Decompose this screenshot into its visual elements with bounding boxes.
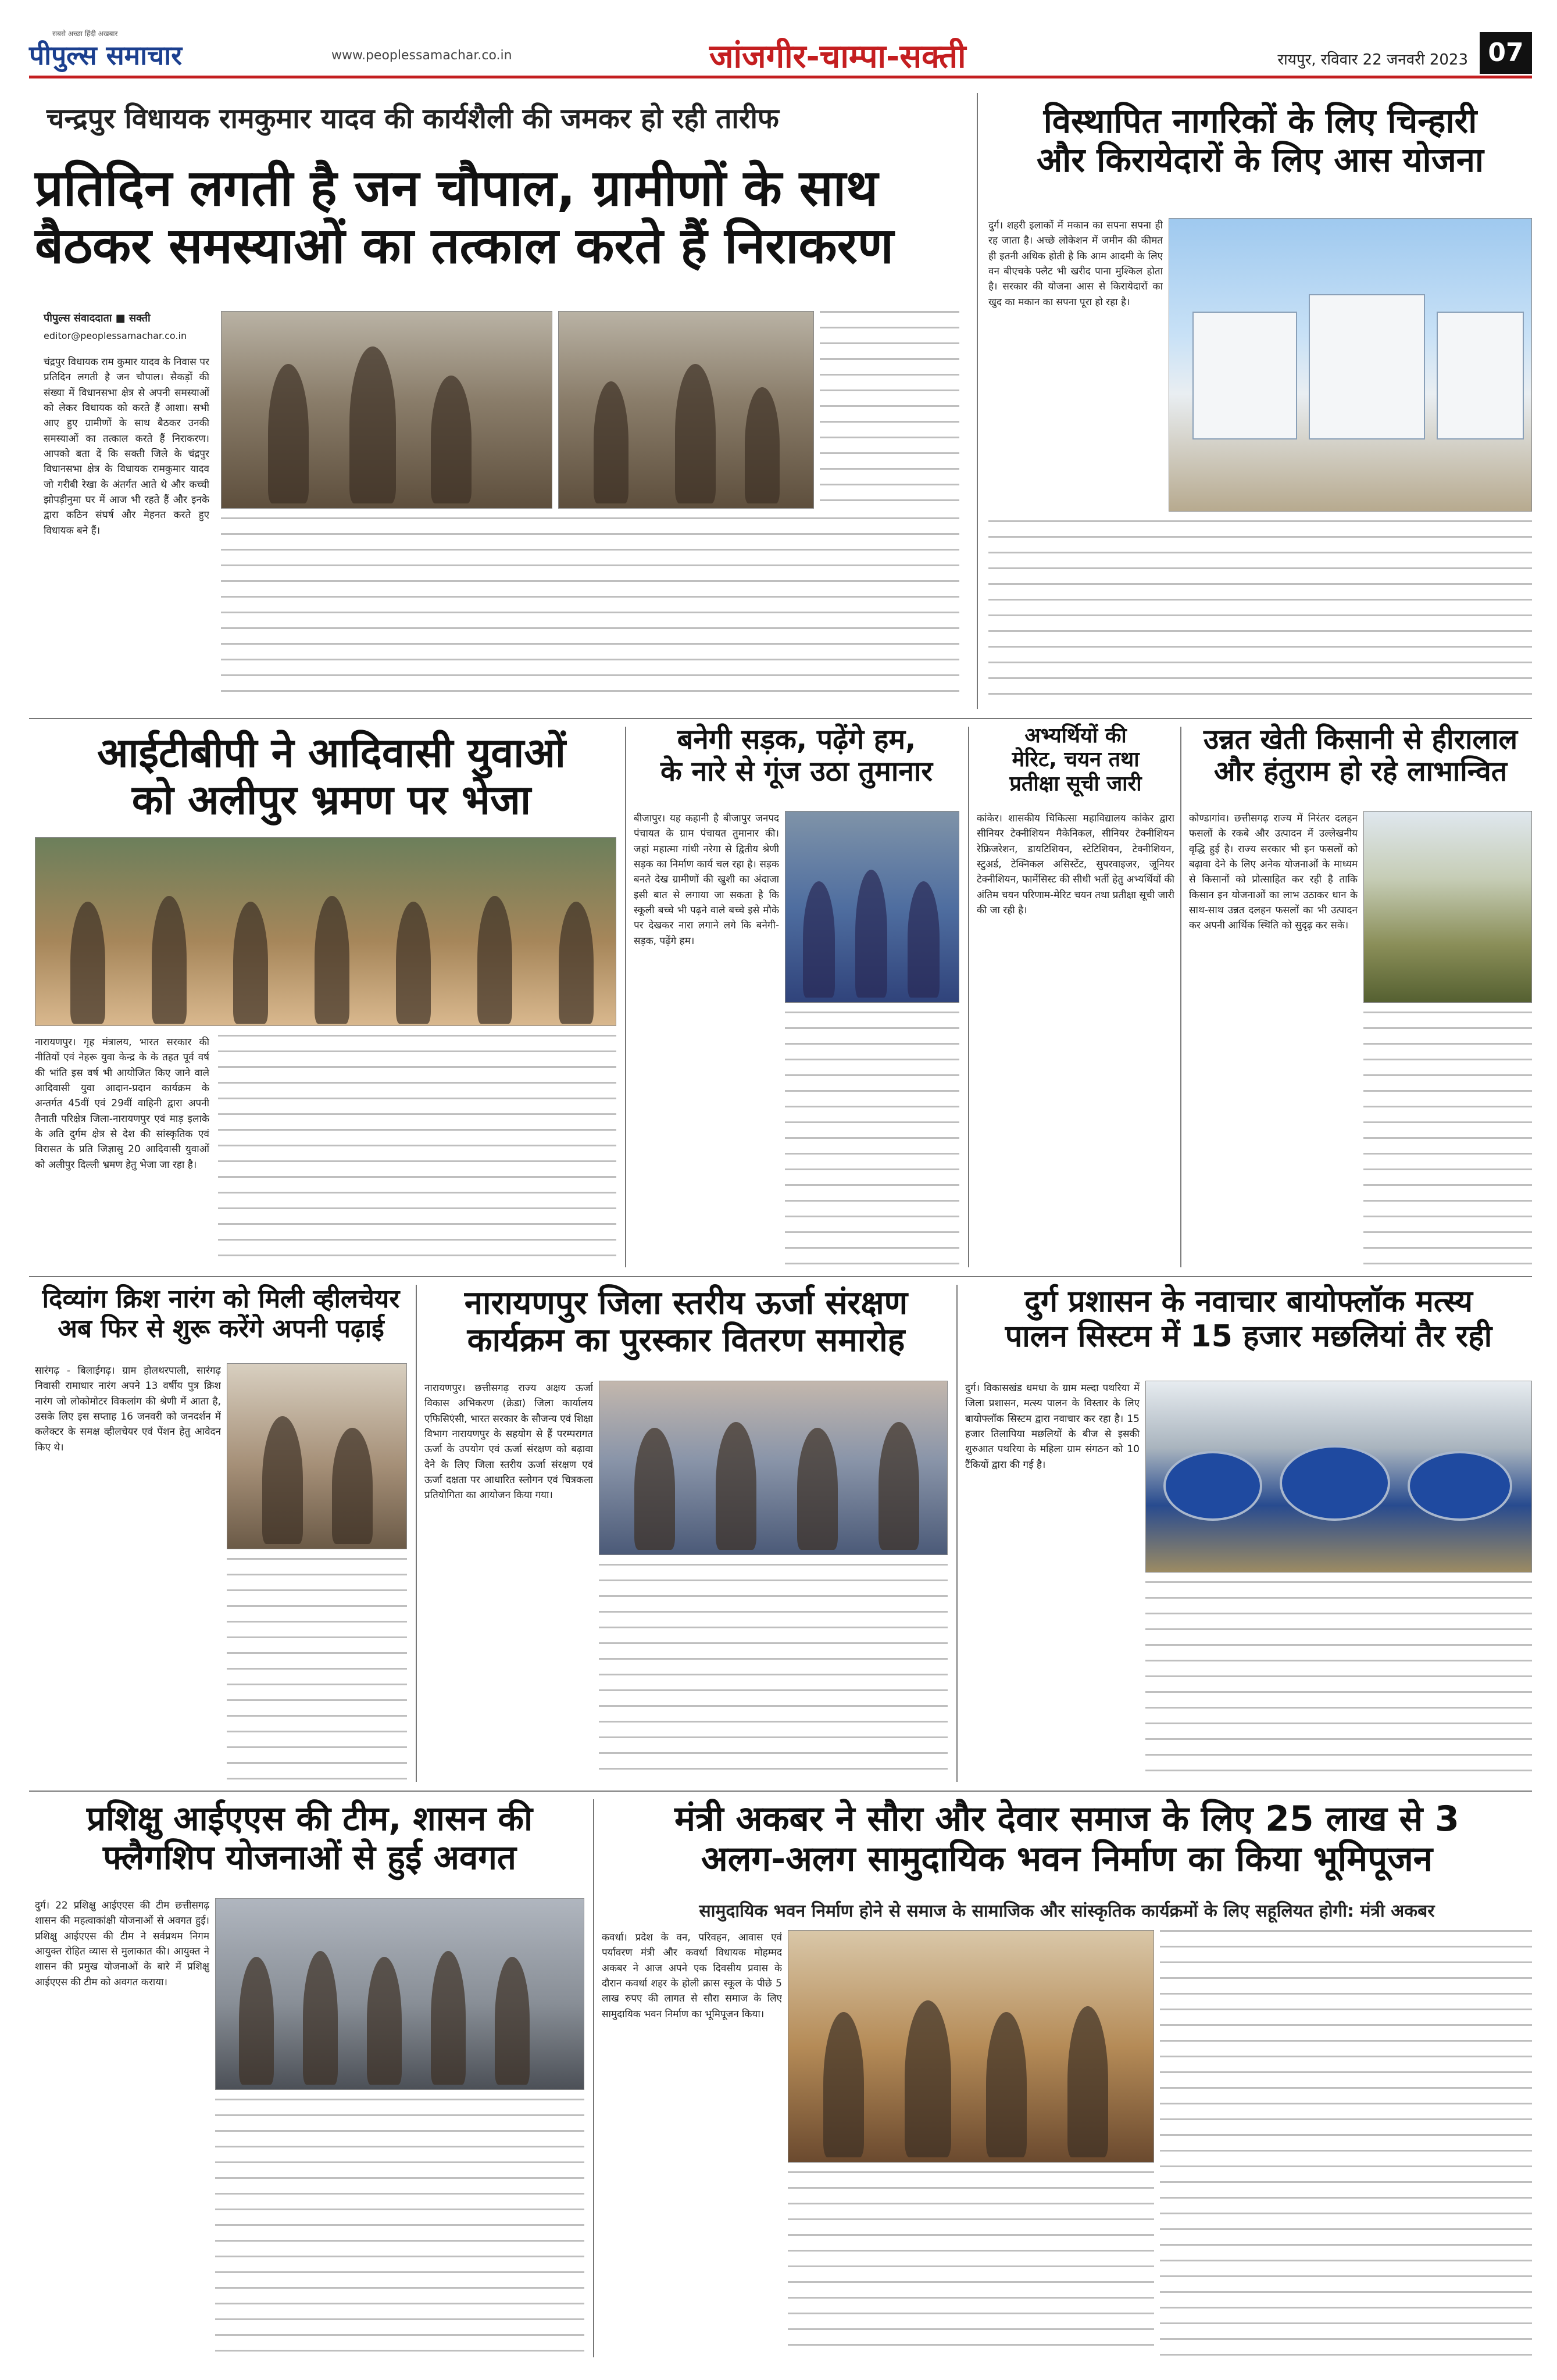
story10-headline[interactable] — [35, 1799, 584, 1877]
newspaper-logo: सबसे अच्छा हिंदी अखबार पीपुल्स समाचार — [29, 30, 183, 71]
story11-body-columns — [1160, 1930, 1532, 2357]
story6-body-columns — [1363, 1012, 1532, 1267]
story2-headline[interactable] — [988, 102, 1532, 179]
story7-photo-wheelchair — [227, 1363, 407, 1549]
story6-headline[interactable] — [1189, 724, 1532, 788]
story8-headline-line2: कार्यक्रम का पुरस्कार वितरण समारोह — [467, 1321, 905, 1360]
story6-headline-line1: उन्नत खेती किसानी से हीरालाल — [1203, 723, 1518, 756]
story10-photo-ias-team — [215, 1898, 584, 2090]
story11-subhead: सामुदायिक भवन निर्माण होने से समाज के सामाजिक और सांस्कृतिक कार्यक्रमों के लिए सहूलियत होगी: मंत्री अकबर — [699, 1901, 1435, 1921]
logo-tagline: सबसे अच्छा हिंदी अखबार — [52, 30, 118, 38]
story1-headline-line2: बैठकर समस्याओं का तत्काल करते हैं निराकरण — [35, 216, 894, 275]
story1-kicker: चन्द्रपुर विधायक रामकुमार यादव की कार्यशैली की जमकर हो रही तारीफ — [47, 102, 779, 135]
story11-headline-line2: अलग-अलग सामुदायिक भवन निर्माण का किया भूमिपूजन — [701, 1839, 1433, 1879]
story4-headline-line2: के नारे से गूंज उठा तुमानार — [660, 755, 933, 788]
story4-photo-children — [785, 811, 959, 1003]
story1-headline[interactable] — [35, 160, 965, 275]
story4-body-columns — [785, 1012, 959, 1267]
story5-headline-line2: मेरिट, चयन तथा — [1012, 748, 1140, 772]
story9-body-col1: दुर्ग। विकासखंड धमधा के ग्राम मल्दा पथरिया में जिला प्रशासन, मत्स्य पालन के विस्तार के लिए बायोफ्लॉक सिस्टम द्वारा नवाचार कर रहा है। 15 हजार तिलापिया मछलियों के बीज से इसकी शुरुआत पथरिया के महिला ग्राम संगठन को 10 टैंकियों द्वारा की गई है। — [965, 1382, 1140, 1471]
issue-date: रायपुर, रविवार 22 जनवरी 2023 — [1277, 51, 1468, 69]
story4-headline-line1: बनेगी सड़क, पढ़ेंगे हम, — [677, 723, 916, 756]
story8-headline[interactable] — [424, 1285, 948, 1360]
edition-title: जांजगीर-चाम्पा-सक्ती — [709, 38, 966, 76]
story7-headline[interactable] — [35, 1285, 407, 1343]
story11-body-lower — [788, 2171, 1154, 2357]
story5-body: कांकेर। शासकीय चिकित्सा महाविद्यालय कांकेर द्वारा सीनियर टेक्नीशियन मैकेनिकल, सीनियर टेक्नीशियन रेफ्रिजरेशन, डायटिशियन, स्टेटिशियन, टेक्नीशियन, स्टुअर्ड, टेक्निकल असिस्टेंट, सुपरवाइजर, जूनियर टेक्नीशियन, फार्मेसिस्ट की सीधी भर्ती हेतु अभ्यर्थियों की अंतिम चयन परिणाम-मेरिट चयन तथा प्रतीक्षा सूची जारी की जा रही है। — [977, 813, 1174, 917]
story6-body-col1: कोण्डागांव। छत्तीसगढ़ राज्य में निरंतर दलहन फसलों के रकबे और उत्पादन में उल्लेखनीय वृद्धि हुई है। राज्य सरकार भी इन फसलों को बढ़ावा देने के लिए अनेक योजनाओं के माध्यम से किसानों को प्रोत्साहित कर रही है ताकि किसान इन योजनाओं का लाभ उठाकर धान के साथ-साथ उन्नत दलहन फसलों का भी उत्पादन कर अपनी आर्थिक स्थिति को सुदृढ़ कर सके। — [1189, 813, 1358, 932]
story9-photo-biofloc — [1145, 1381, 1532, 1573]
story2-headline-line1: विस्थापित नागरिकों के लिए चिन्हारी — [1043, 101, 1477, 141]
story9-headline-line2: पालन सिस्टम में 15 हजार मछलियां तैर रही — [1005, 1318, 1492, 1354]
story11-photo-bhoomipujan — [788, 1930, 1154, 2163]
story11-headline[interactable] — [602, 1799, 1532, 1879]
story11-headline-line1: मंत्री अकबर ने सौरा और देवार समाज के लिए 25 लाख से 3 — [674, 1799, 1459, 1839]
story8-headline-line1: नारायणपुर जिला स्तरीय ऊर्जा संरक्षण — [464, 1284, 908, 1322]
story1-photo-chaupal — [221, 311, 552, 509]
story2-body-columns — [988, 520, 1532, 706]
story10-body-columns — [215, 2099, 584, 2357]
story2-body-col1: दुर्ग। शहरी इलाकों में मकान का सपना सपना ही रह जाता है। अच्छे लोकेशन में जमीन की कीमत ही इतनी अधिक होती है कि आम आदमी के लिए वन बीएचके फ्लैट भी खरीद पाना मुश्किल होता है। सरकार की योजना आस से किरायेदारों का खुद का मकान का सपना पूरा हो रहा है। — [988, 220, 1163, 308]
story5-headline[interactable] — [977, 724, 1174, 796]
story8-body-col1: नारायणपुर। छत्तीसगढ़ राज्य अक्षय ऊर्जा विकास अभिकरण (क्रेडा) जिला कार्यालय एफिसिएंसी, भारत सरकार के सौजन्य एवं शिक्षा विभाग नारायणपुर के सहयोग से हैं परम्परागत ऊर्जा के उपयोग एवं ऊर्जा संरक्षण को बढ़ावा देने के लिए जिला स्तरीय ऊर्जा संरक्षण एवं ऊर्जा दक्षता पर आधारित स्लोगन एवं चित्रकला प्रतियोगिता का आयोजन किया गया। — [424, 1382, 593, 1502]
story3-headline[interactable] — [35, 730, 628, 823]
story9-body-columns — [1145, 1581, 1532, 1782]
masthead — [29, 32, 1532, 78]
story3-body-col1: नारायणपुर। गृह मंत्रालय, भारत सरकार की नीतियों एवं नेहरू युवा केन्द्र के के तहत पूर्व वर्ष की भांति इस वर्ष भी आयोजित किए जाने वाले आदिवासी युवा आदान-प्रदान कार्यक्रम के अन्तर्गत 45वीं एवं 29वीं वाहिनी द्वारा अपनी तैनाती परिक्षेत्र जिला-नारायणपुर एवं माड़ इलाके के अति दुर्गम क्षेत्र से देश की सांस्कृतिक एवं विरासत के प्रति जिज्ञासु 20 आदिवासी युवाओं को अलीपुर दिल्ली भ्रमण हेतु भेजा जा रहा है। — [35, 1037, 209, 1171]
story10-headline-line1: प्रशिक्षु आईएएस की टीम, शासन की — [86, 1799, 533, 1838]
story10-body-col1: दुर्ग। 22 प्रशिक्षु आईएएस की टीम छत्तीसगढ़ शासन की महत्वाकांक्षी योजनाओं से अवगत हुई। प्रशिक्षु आईएएस की टीम ने सर्वप्रथम निगम आयुक्त रोहित व्यास से मुलाकात की। आयुक्त ने शासन की प्रमुख योजनाओं के बारे में प्रशिक्षु आईएएस की टीम को अवगत कराया। — [35, 1900, 209, 1988]
story7-body-columns — [227, 1558, 407, 1782]
story1-body-columns — [221, 517, 959, 703]
story9-headline-line1: दुर्ग प्रशासन के नवाचार बायोफ्लॉक मत्स्य — [1024, 1284, 1473, 1319]
story1-headline-line1: प्रतिदिन लगती है जन चौपाल, ग्रामीणों के साथ — [35, 159, 879, 217]
story3-body-columns — [218, 1035, 616, 1267]
story2-headline-line2: और किरायेदारों के लिए आस योजना — [1037, 140, 1484, 180]
story3-headline-line2: को अलीपुर भ्रमण पर भेजा — [131, 776, 531, 824]
story2-photo-housing — [1169, 218, 1532, 512]
story8-body-columns — [599, 1564, 948, 1782]
story7-body-col1: सारंगढ़ - बिलाईगढ़। ग्राम होलथरपाली, सारंगढ़ निवासी रामाधार नारंग अपने 13 वर्षीय पुत्र क्रिश नारंग जो लोकोमोटर विकलांग की श्रेणी में आता है, उसके लिए इस सप्ताह 16 जनवरी को जनदर्शन में कलेक्टर के समक्ष व्हीलचेयर एवं पेंशन हेतु आवेदन किए थे। — [35, 1365, 221, 1453]
story4-body-col1: बीजापुर। यह कहानी है बीजापुर जनपद पंचायत के ग्राम पंचायत तुमानार की। जहां महात्मा गांधी नरेगा से द्वितीय श्रेणी सड़क का निर्माण कार्य चल रहा है। सड़क बनते देख ग्रामीणों की खुशी का अंदाजा इसी बात से लगाया जा सकता है कि स्कूली बच्चे भी पढ़ने वाले बच्चे इसे मौके पर देखकर नारा लगाने लगे कि बनेगी-सड़क, पढ़ेंगे हम। — [634, 813, 779, 947]
story7-headline-line1: दिव्यांग क्रिश नारंग को मिली व्हीलचेयर — [42, 1284, 400, 1314]
story1-byline: पीपुल्स संवाददाता ■ सक्ती — [44, 312, 151, 324]
story3-headline-line1: आईटीबीपी ने आदिवासी युवाओं — [97, 729, 566, 777]
story3-photo-group — [35, 837, 616, 1026]
page-number: 07 — [1480, 32, 1532, 74]
story1-photo-villagers — [558, 311, 814, 509]
story8-photo-award — [599, 1381, 948, 1555]
story1-email[interactable]: editor@peoplessamachar.co.in — [44, 330, 187, 341]
story6-headline-line2: और हंतुराम हो रहे लाभान्वित — [1213, 755, 1508, 788]
website-link[interactable]: www.peoplessamachar.co.in — [331, 48, 512, 63]
story6-photo-field — [1363, 811, 1532, 1003]
story9-headline[interactable] — [965, 1285, 1532, 1355]
story11-body-col1: कवर्धा। प्रदेश के वन, परिवहन, आवास एवं पर्यावरण मंत्री और कवर्धा विधायक मोहम्मद अकबर ने आज अपने एक दिवसीय प्रवास के दौरान कवर्धा शहर के होली क्रास स्कूल के पीछे 5 लाख रुपए की लागत से सौरा समाज के लिए सामुदायिक भवन निर्माण का भूमिपूजन किया। — [602, 1932, 782, 2020]
story1-body-col1: चंद्रपुर विधायक राम कुमार यादव के निवास पर प्रतिदिन लगती है जन चौपाल। सैकड़ों की संख्या में विधानसभा क्षेत्र से अपनी समस्याओं को लेकर विधायक को करते हैं आशा। सभी आए हुए ग्रामीणों के साथ बैठकर उनकी समस्याओं का तत्काल करते हैं निराकरण। आपको बता दें कि सक्ती जिले के चंद्रपुर विधानसभा क्षेत्र के विधायक रामकुमार यादव जो गरीबी रेखा के अंतर्गत आते थे और कच्ची झोपड़ीनुमा घर में आज भी रहते हैं और इनके द्वारा कठिन संघर्ष और मेहनत करते हुए विधायक बने हैं। — [44, 356, 209, 537]
story5-headline-line3: प्रतीक्षा सूची जारी — [1009, 771, 1142, 796]
story5-headline-line1: अभ्यर्थियों की — [1024, 724, 1127, 748]
story4-headline[interactable] — [634, 724, 959, 788]
story10-headline-line2: फ्लैगशिप योजनाओं से हुई अवगत — [103, 1837, 516, 1877]
story1-body-col-right — [820, 311, 959, 509]
story7-headline-line2: अब फिर से शुरू करेंगे अपनी पढ़ाई — [58, 1313, 384, 1343]
